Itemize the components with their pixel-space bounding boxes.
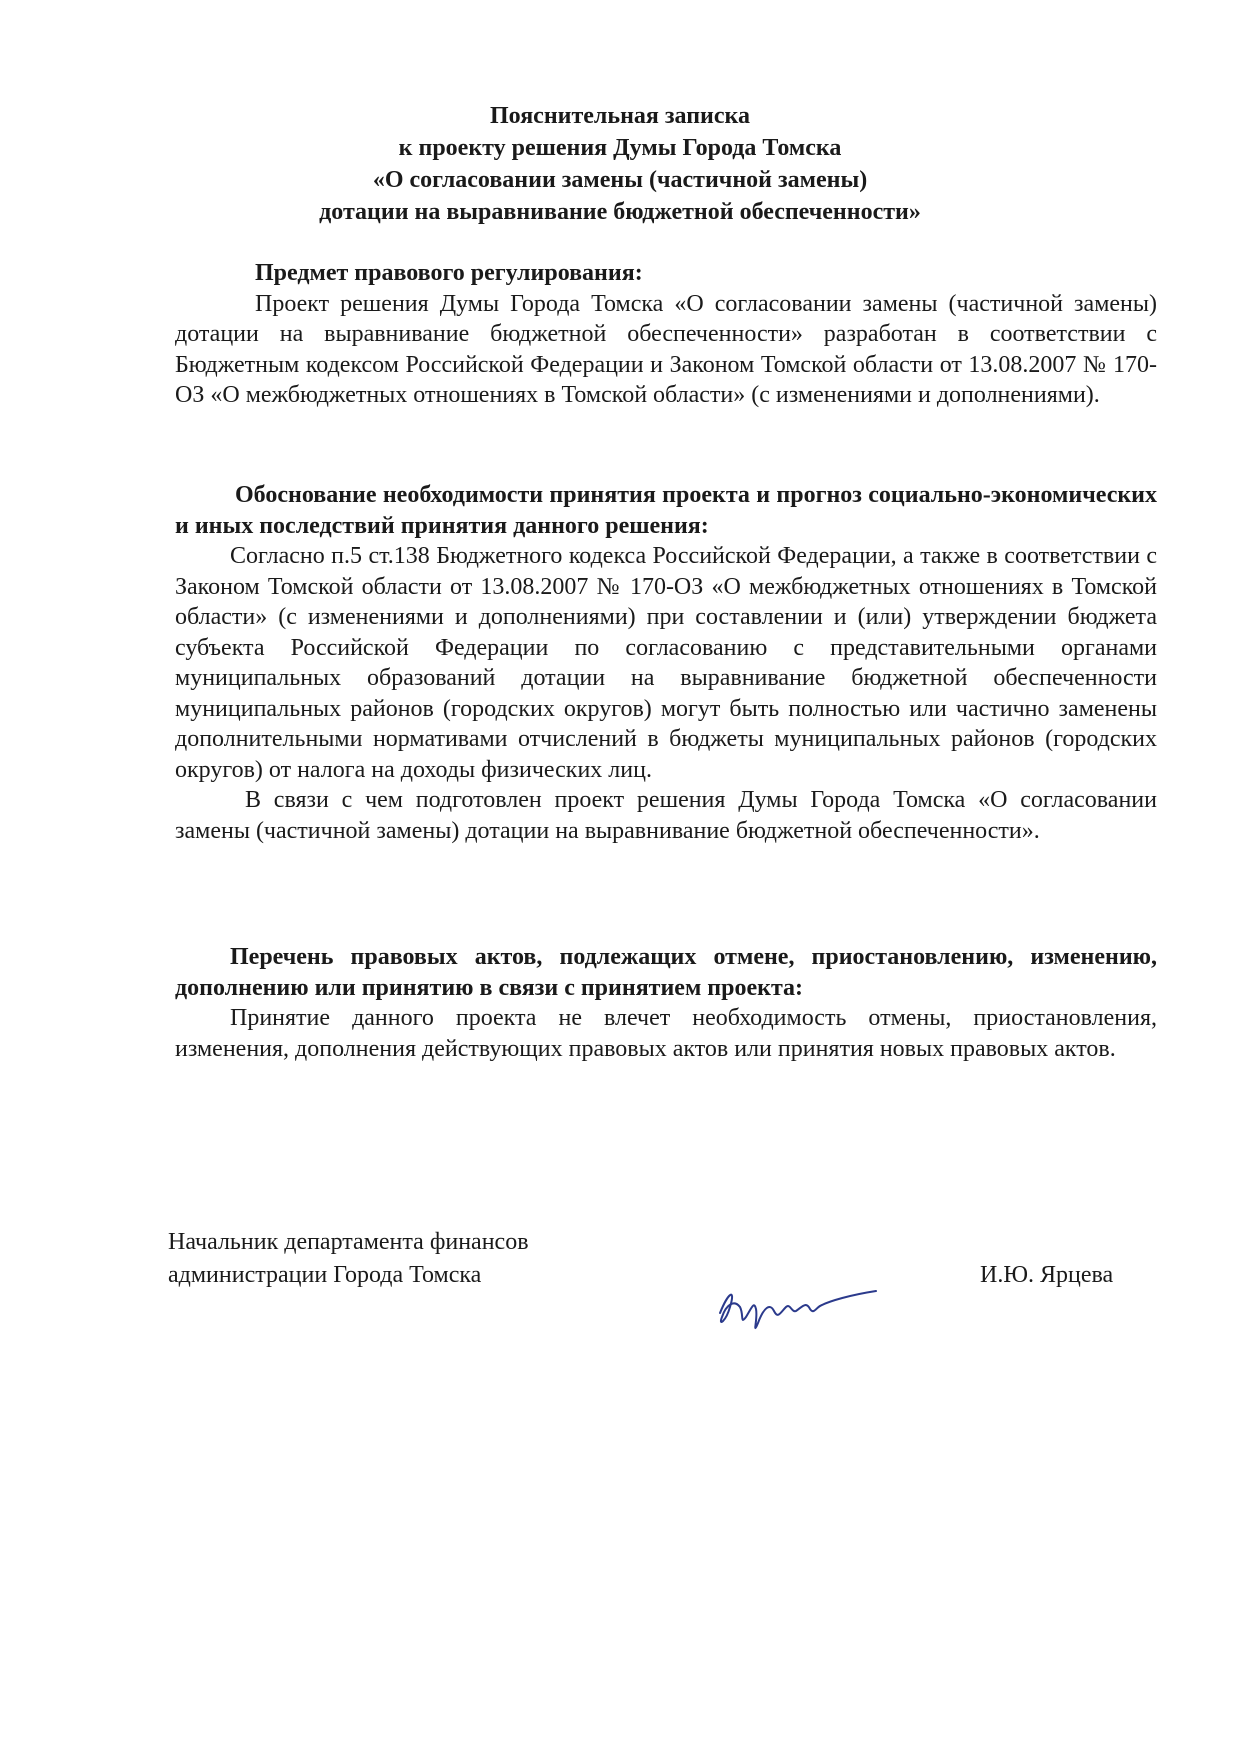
signatory-position <box>168 1226 568 1292</box>
section-legal-acts-text: Принятие данного проекта не влечет необходимость отмены, приостановления, изменения, дополнения действующих правовых актов или принятия новых правовых актов. <box>175 1005 1157 1062</box>
handwritten-signature <box>700 1265 890 1345</box>
section-subject-heading: Предмет правового регулирования: <box>255 260 643 286</box>
section-legal-acts-heading: Перечень правовых актов, подлежащих отмене, приостановлению, изменению, дополнению или принятию в связи с принятием проекта: <box>175 944 1157 1001</box>
section-justification <box>175 480 1157 846</box>
signatory-position-line-1: Начальник департамента финансов <box>168 1229 529 1255</box>
section-subject-text: Проект решения Думы Города Томска «О согласовании замены (частичной замены) дотации на выравнивание бюджетной обеспеченности» разработан в соответствии с Бюджетным кодексом Российской Федерации и Законом Томской области от 13.08.2007 № 170-ОЗ «О межбюджетных отношениях в Томской области» (с изменениями и дополнениями). <box>175 290 1157 408</box>
title-line-4: дотации на выравнивание бюджетной обеспеченности» <box>319 199 921 225</box>
section-justification-text-1: Согласно п.5 ст.138 Бюджетного кодекса Российской Федерации, а также в соответствии с Законом Томской области от 13.08.2007 № 170-ОЗ «О межбюджетных отношениях в Томской области» (с изменениями и дополнениями) при составлении и (или) утверждении бюджета субъекта Российской Федерации по согласованию с представительными органами муниципальных образований дотации на выравнивание бюджетной обеспеченности муниципальных районов (городских округов) могут быть полностью или частично заменены дополнительными нормативами отчислений в бюджеты муниципальных районов (городских округов) от налога на доходы физических лиц. <box>175 543 1157 783</box>
title-line-1: Пояснительная записка <box>489 103 750 129</box>
title-line-2: к проекту решения Думы Города Томска <box>398 135 842 161</box>
signatory-position-line-2: администрации Города Томска <box>168 1262 482 1288</box>
document-title <box>180 100 1060 228</box>
title-line-3: «О согласовании замены (частичной замены) <box>372 167 868 193</box>
section-legal-acts <box>175 942 1157 1064</box>
section-subject <box>175 258 1157 411</box>
section-justification-text-2: В связи с чем подготовлен проект решения Думы Города Томска «О согласовании замены (частичной замены) дотации на выравнивание бюджетной обеспеченности». <box>175 787 1157 844</box>
signature-stroke <box>720 1291 876 1328</box>
signatory-name: И.Ю. Ярцева <box>980 1262 1114 1288</box>
section-justification-heading: Обоснование необходимости принятия проекта и прогноз социально-экономических и иных последствий принятия данного решения: <box>175 482 1157 539</box>
